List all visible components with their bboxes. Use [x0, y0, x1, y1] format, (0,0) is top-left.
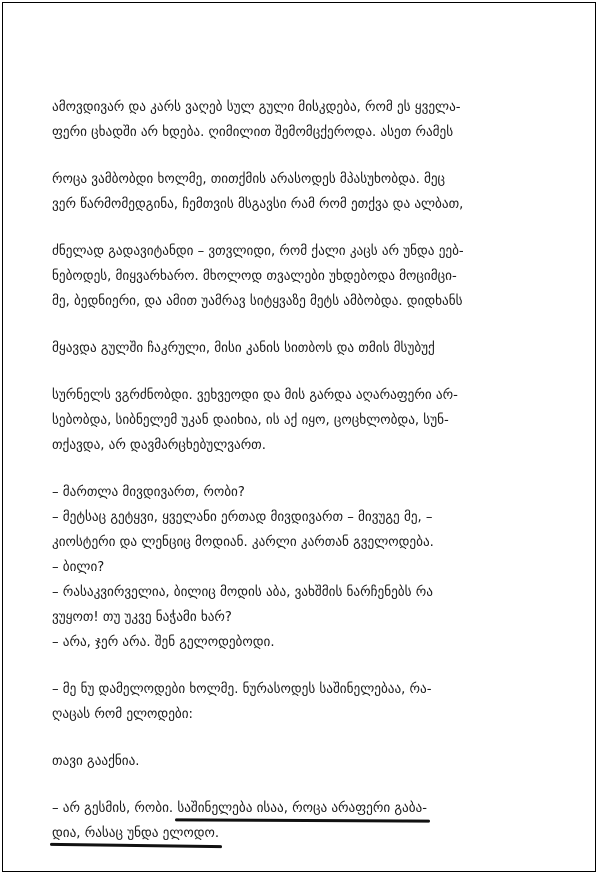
paragraph-6	[52, 677, 552, 727]
text-line: – მე ნუ დამელოდები ხოლმე. ნურასოდეს საშინელებაა, რა-	[52, 682, 432, 697]
paragraph-4	[52, 336, 552, 361]
text-line	[52, 796, 552, 821]
text-line: ფერი ცხადში არ ხდება. ღიმილით შემომცქეროდა. ასეთ რამეს	[52, 125, 454, 140]
dialogue-line: – ბილი?	[52, 560, 105, 575]
dialogue-line: ვუყოთ! თუ უკვე ნაჭამი ხარ?	[52, 610, 232, 625]
text-line: ძნელად გადავიტანდი – ვთვლიდი, რომ ქალი კაცს არ უნდა ეებ-	[52, 244, 464, 259]
dialogue-line: – რასაკვირველია, ბილიც მოდის აბა, ვახშმის ნარჩენებს რა	[52, 585, 433, 600]
final-paragraph	[52, 796, 552, 846]
text-line: თქავდა, არ დავმარცხებულვართ.	[52, 438, 266, 453]
paragraph-2	[52, 167, 552, 217]
text-line: ნებოდეს, მიყვარხარო. მხოლოდ თვალები უხდებოდა მოციმცი-	[52, 269, 457, 284]
text-line: მყავდა გულში ჩაკრული, მისი კანის სითბოს და თმის მსუბუქ	[52, 341, 435, 356]
dialogue-line: – არა, ჯერ არა. შენ გელოდებოდი.	[52, 635, 275, 650]
text-line: მე, ბედნიერი, და ამით უამრავ სიტყვაზე მეტს ამბობდა. დიდხანს	[52, 294, 463, 309]
dialogue-line: – მეტსაც გეტყვი, ყველანი ერთად მივდივართ – მივუგე მე, –	[52, 510, 433, 525]
text-line: სებობდა, სიბნელემ უკან დაიხია, ის აქ იყო, ცოცხლობდა, სუნ-	[52, 413, 449, 428]
underlined-text: დია, რასაც უნდა ელოდო.	[52, 826, 220, 841]
text-line: ამოვდივარ და კარს ვაღებ სულ გული მისკდება, რომ ეს ყველა-	[52, 100, 461, 115]
dialogue-block	[52, 480, 552, 655]
paragraph-3	[52, 239, 552, 314]
text-line	[52, 821, 552, 846]
final-prefix: – არ გესმის, რობი.	[52, 801, 178, 816]
dialogue-line: – მართლა მივდივართ, რობი?	[52, 485, 245, 500]
document-page	[2, 2, 596, 872]
paragraph-1	[52, 95, 552, 145]
underlined-text: საშინელება ისაა, როცა არაფერი გაბა-	[177, 801, 427, 816]
dialogue-line: კიოსტერი და ლენციც მოდიან. კარლი კართან გველოდება.	[52, 535, 434, 550]
text-line: სურნელს ვგრძნობდი. ვეხვეოდი და მის გარდა აღარაფერი არ-	[52, 388, 458, 403]
paragraph-7	[52, 749, 552, 774]
body-text	[52, 95, 552, 868]
text-line: თავი გააქნია.	[52, 754, 140, 769]
text-line: ვერ წარმომედგინა, ჩემთვის მსგავსი რამ რომ ეთქვა და ალბათ,	[52, 197, 464, 212]
text-line: როცა ვამბობდი ხოლმე, თითქმის არასოდეს მპასუხობდა. მეც	[52, 172, 446, 187]
paragraph-5	[52, 383, 552, 458]
text-line: ღაცას რომ ელოდები:	[52, 707, 193, 722]
